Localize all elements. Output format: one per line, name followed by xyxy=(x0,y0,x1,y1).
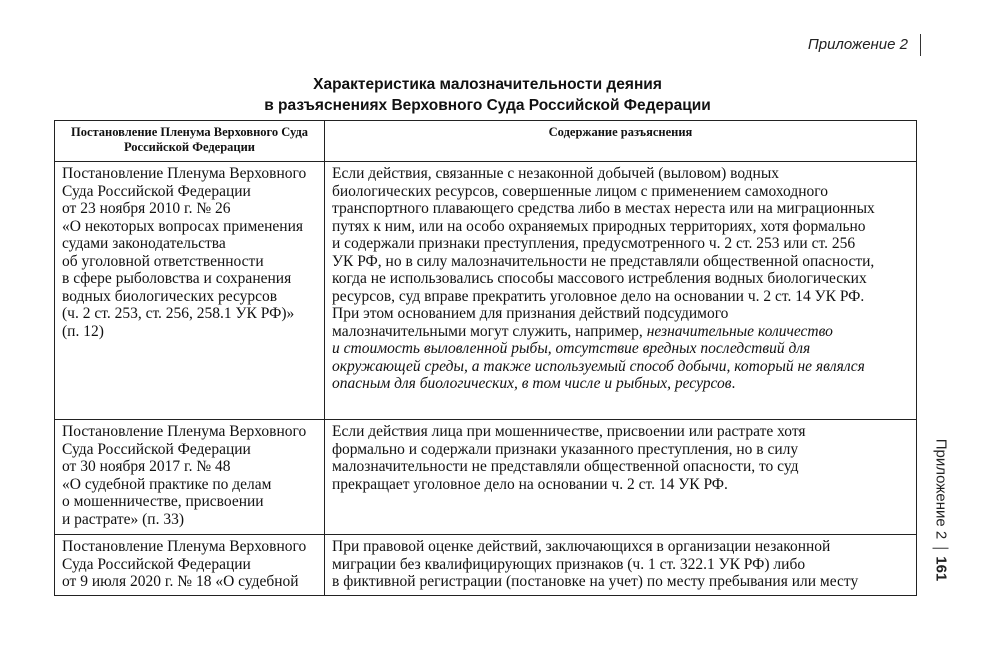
content-cell: При правовой оценке действий, заключающихся в организации незаконной миграции без квалифицирующих признаков (ч. 1 ст. 322.1 УК РФ) либо в фиктивной регистрации (постановке на учет) по месту пребывания или месту xyxy=(325,535,917,596)
explanations-table xyxy=(54,120,917,596)
table-row xyxy=(55,420,917,535)
resolution-cell: Постановление Пленума Верховного Суда Российской Федерации от 9 июля 2020 г. № 18 «О судебной xyxy=(55,535,325,596)
side-tab xyxy=(926,430,956,590)
content-italic-text: незначительные количество и стоимость выловленной рыбы, отсутствие вредных последствий для окружающей среды, а также используемый способ добычи, который не являлся опасным для биологических, в том числе и рыбных, ресурсов xyxy=(332,322,865,392)
side-tab-separator xyxy=(932,547,948,548)
content-end-text: . xyxy=(731,375,736,392)
page-number: 161 xyxy=(932,556,950,582)
table-header-row xyxy=(55,121,917,162)
resolution-cell: Постановление Пленума Верховного Суда Российской Федерации от 30 ноября 2017 г. № 48 «О судебной практике по делам о мошенничестве, присвоении и растрате» (п. 33) xyxy=(55,420,325,535)
content-cell: Если действия лица при мошенничестве, присвоении или растрате хотя формально и содержали признаки указанного преступления, но в силу малозначительности не представляли общественной опасности, то суд прекращает уголовное дело на основании ч. 2 ст. 14 УК РФ. xyxy=(325,420,917,535)
running-head-rule xyxy=(920,34,921,56)
title-line-1: Характеристика малозначительности деяния xyxy=(313,76,662,93)
side-tab-label: Приложение 2 xyxy=(932,438,950,540)
running-head: Приложение 2 xyxy=(807,36,908,53)
page-title xyxy=(60,74,915,116)
header-resolution: Постановление Пленума Верховного Суда Российской Федерации xyxy=(55,121,325,162)
header-content: Содержание разъяснения xyxy=(325,121,917,162)
content-cell xyxy=(325,162,917,420)
table-row xyxy=(55,535,917,596)
title-line-2: в разъяснениях Верховного Суда Российской Федерации xyxy=(264,97,711,114)
resolution-cell: Постановление Пленума Верховного Суда Российской Федерации от 23 ноября 2010 г. № 26 «О некоторых вопросах применения судами законодательства об уголовной ответственности в сфере рыболовства и сохранения водных биологических ресурсов (ч. 2 ст. 253, ст. 256, 258.1 УК РФ)» (п. 12) xyxy=(55,162,325,420)
table-row xyxy=(55,162,917,420)
content-regular-text: Если действия, связанные с незаконной добычей (выловом) водных биологических ресурсов, совершенные лицом с применением самоходного транспортного плавающего средства либо в местах нереста или на миграционных путях к ним, или на особо охраняемых природных территориях, хотя формально и содержали признаки преступления, предусмотренного ч. 2 ст. 253 или ст. 256 УК РФ, но в силу малозначительности не представляли общественной опасности, когда не использовались способы массового истребления водных биологических ресурсов, суд вправе прекратить уголовное дело на основании ч. 2 ст. 14 УК РФ. При этом основанием для признания действий подсудимого малозначительными могут служить, например, xyxy=(332,165,875,340)
